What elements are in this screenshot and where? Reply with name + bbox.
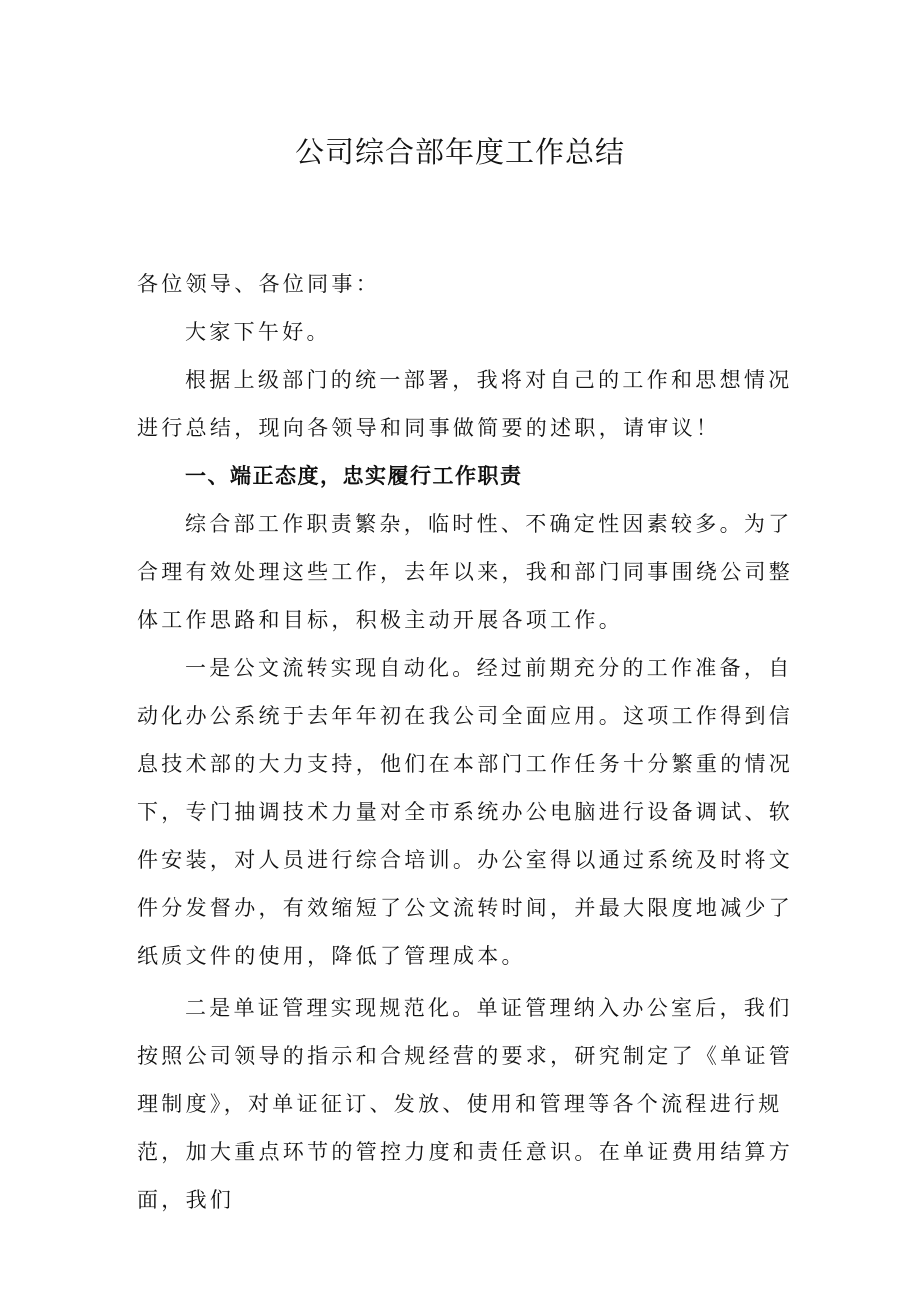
greeting-paragraph: 大家下午好。 (185, 320, 331, 344)
section-1-paragraph-1: 综合部工作职责繁杂，临时性、不确定性因素较多。为了合理有效处理这些工作，去年以来，我和部门同事围绕公司整体工作思路和目标，积极主动开展各项工作。 (137, 512, 794, 632)
section-1-paragraph-3: 二是单证管理实现规范化。单证管理纳入办公室后，我们按照公司领导的指示和合规经营的要求，研究制定了《单证管理制度》，对单证征订、发放、使用和管理等各个流程进行规范，加大重点环节的管控力度和责任意识。在单证费用结算方面，我们 (137, 996, 794, 1212)
salutation: 各位领导、各位同事： (137, 272, 380, 296)
document-title: 公司综合部年度工作总结 (294, 135, 625, 169)
section-1-paragraph-2: 一是公文流转实现自动化。经过前期充分的工作准备，自动化办公系统于去年年初在我公司全面应用。这项工作得到信息技术部的大力支持，他们在本部门工作任务十分繁重的情况下，专门抽调技术力量对全市系统办公电脑进行设备调试、软件安装，对人员进行综合培训。办公室得以通过系统及时将文件分发督办，有效缩短了公文流转时间，并最大限度地减少了纸质文件的使用，降低了管理成本。 (137, 656, 794, 968)
document-body (137, 260, 803, 1224)
section-heading-1: 一、端正态度，忠实履行工作职责 (185, 464, 523, 488)
intro-paragraph: 根据上级部门的统一部署，我将对自己的工作和思想情况进行总结，现向各领导和同事做简要的述职，请审议！ (137, 368, 793, 440)
